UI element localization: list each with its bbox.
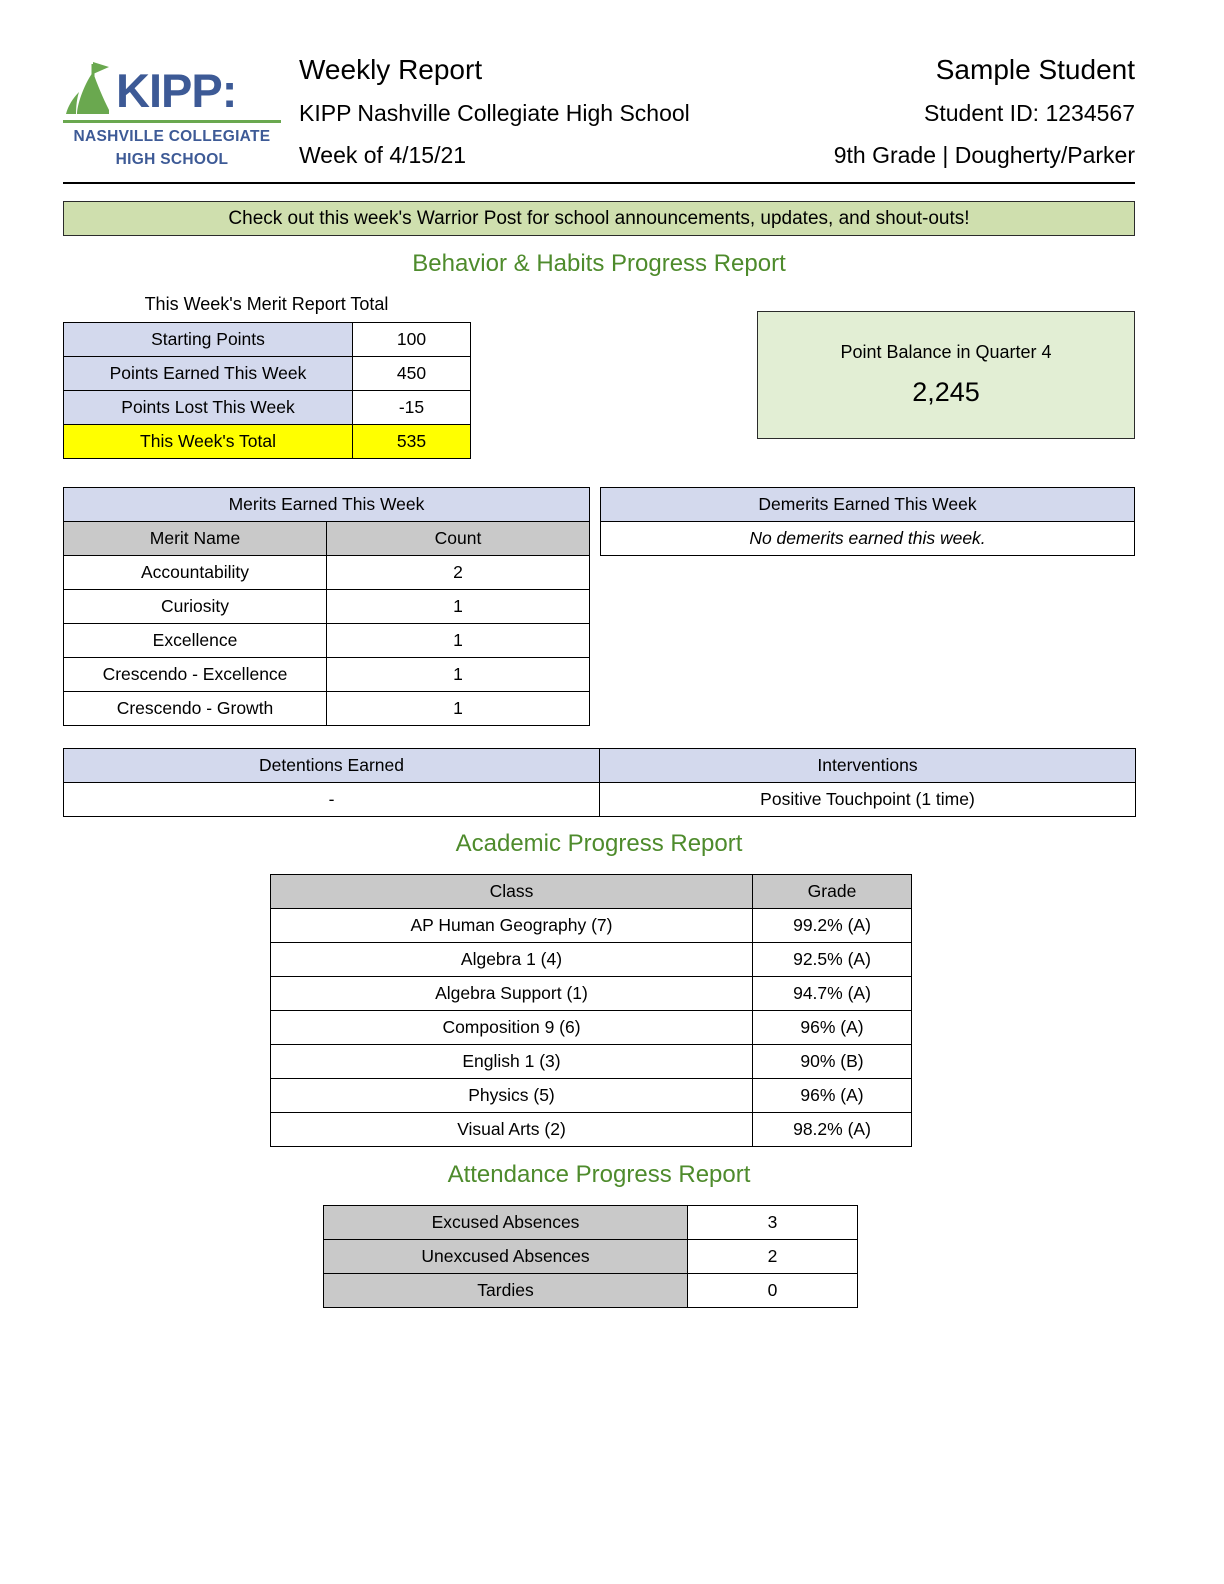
grade-and-advisory: 9th Grade | Dougherty/Parker [833, 142, 1135, 168]
interventions-header: Interventions [600, 749, 1136, 783]
academic-progress-table [270, 874, 912, 1147]
table-header-row [271, 875, 912, 909]
merit-name: Crescendo - Growth [64, 692, 327, 726]
class-name: Algebra Support (1) [271, 977, 753, 1011]
report-header [63, 48, 1135, 180]
logo-subtitle-line2: HIGH SCHOOL [115, 151, 229, 168]
student-name: Sample Student [935, 54, 1135, 85]
table-header-row [64, 749, 1136, 783]
table-row [601, 522, 1135, 556]
detentions-header: Detentions Earned [64, 749, 600, 783]
class-name: Algebra 1 (4) [271, 943, 753, 977]
kipp-logo [63, 48, 285, 169]
table-row [64, 590, 590, 624]
table-row [64, 391, 471, 425]
detentions-value: - [64, 783, 600, 817]
merit-total-table [63, 322, 471, 459]
header-student-block [834, 48, 1135, 176]
merits-earned-table [63, 487, 590, 726]
section-title-attendance: Attendance Progress Report [447, 1161, 751, 1188]
class-name: Composition 9 (6) [271, 1011, 753, 1045]
announcement-banner-text: Check out this week's Warrior Post for school announcements, updates, and shout-outs! [228, 207, 970, 229]
class-name: English 1 (3) [271, 1045, 753, 1079]
attendance-label: Excused Absences [324, 1206, 688, 1240]
class-grade: 94.7% (A) [753, 977, 912, 1011]
table-row [64, 323, 471, 357]
interventions-value: Positive Touchpoint (1 time) [600, 783, 1136, 817]
class-name: Visual Arts (2) [271, 1113, 753, 1147]
point-balance-value: 2,245 [912, 377, 980, 407]
table-row [271, 1011, 912, 1045]
demerits-earned-table [600, 487, 1135, 556]
table-header-row [601, 488, 1135, 522]
merit-total-label: Points Earned This Week [64, 357, 353, 391]
school-name: KIPP Nashville Collegiate High School [299, 100, 690, 126]
logo-top-row [63, 54, 285, 116]
class-grade: 96% (A) [753, 1011, 912, 1045]
attendance-label: Tardies [324, 1274, 688, 1308]
table-row [324, 1274, 858, 1308]
week-of: Week of 4/15/21 [299, 142, 467, 168]
table-row [64, 783, 1136, 817]
table-row [64, 658, 590, 692]
logo-wordmark: KIPP: [116, 64, 237, 117]
announcement-banner [63, 201, 1135, 236]
merits-column-name: Merit Name [64, 522, 327, 556]
merit-count: 1 [327, 692, 590, 726]
table-row [271, 943, 912, 977]
student-id: Student ID: 1234567 [924, 100, 1135, 126]
merit-total-value: -15 [353, 391, 471, 425]
table-row [271, 1079, 912, 1113]
report-title: Weekly Report [299, 54, 483, 85]
merit-count: 1 [327, 658, 590, 692]
class-grade: 96% (A) [753, 1079, 912, 1113]
table-row [271, 1045, 912, 1079]
mountain-with-flag-icon [63, 58, 115, 116]
merit-total-value: 450 [353, 357, 471, 391]
section-title-academic: Academic Progress Report [455, 830, 743, 857]
merit-count: 1 [327, 624, 590, 658]
class-name: AP Human Geography (7) [271, 909, 753, 943]
class-grade: 90% (B) [753, 1045, 912, 1079]
merits-table-title: Merits Earned This Week [64, 488, 590, 522]
section-title-behavior: Behavior & Habits Progress Report [412, 250, 786, 277]
merit-total-caption: This Week's Merit Report Total [144, 294, 389, 314]
class-grade: 98.2% (A) [753, 1113, 912, 1147]
header-center-block [285, 48, 834, 176]
logo-divider [63, 120, 281, 123]
table-header-row [64, 488, 590, 522]
merit-total-value: 100 [353, 323, 471, 357]
merit-name: Accountability [64, 556, 327, 590]
table-row [324, 1206, 858, 1240]
table-row-total [64, 425, 471, 459]
merit-count: 2 [327, 556, 590, 590]
demerits-empty-message: No demerits earned this week. [601, 522, 1135, 556]
merit-name: Crescendo - Excellence [64, 658, 327, 692]
merits-column-count: Count [327, 522, 590, 556]
merit-count: 1 [327, 590, 590, 624]
table-row [271, 909, 912, 943]
header-divider [63, 182, 1135, 184]
class-grade: 99.2% (A) [753, 909, 912, 943]
attendance-progress-table [323, 1205, 858, 1308]
table-row [271, 977, 912, 1011]
attendance-value: 2 [688, 1240, 858, 1274]
table-row [271, 1113, 912, 1147]
attendance-value: 0 [688, 1274, 858, 1308]
table-header-row [64, 522, 590, 556]
table-row [64, 692, 590, 726]
merit-total-label: Starting Points [64, 323, 353, 357]
table-row [324, 1240, 858, 1274]
merit-total-label: Points Lost This Week [64, 391, 353, 425]
merit-name: Excellence [64, 624, 327, 658]
table-row [64, 624, 590, 658]
merit-week-total-value: 535 [353, 425, 471, 459]
table-row [64, 556, 590, 590]
academic-column-grade: Grade [753, 875, 912, 909]
merit-name: Curiosity [64, 590, 327, 624]
table-row [64, 357, 471, 391]
demerits-table-title: Demerits Earned This Week [601, 488, 1135, 522]
logo-subtitle-line1: NASHVILLE COLLEGIATE [73, 128, 271, 145]
class-grade: 92.5% (A) [753, 943, 912, 977]
attendance-value: 3 [688, 1206, 858, 1240]
point-balance-label: Point Balance in Quarter 4 [840, 342, 1052, 362]
merit-week-total-label: This Week's Total [64, 425, 353, 459]
class-name: Physics (5) [271, 1079, 753, 1113]
point-balance-card [757, 311, 1135, 439]
attendance-label: Unexcused Absences [324, 1240, 688, 1274]
academic-column-class: Class [271, 875, 753, 909]
detentions-interventions-table [63, 748, 1136, 817]
